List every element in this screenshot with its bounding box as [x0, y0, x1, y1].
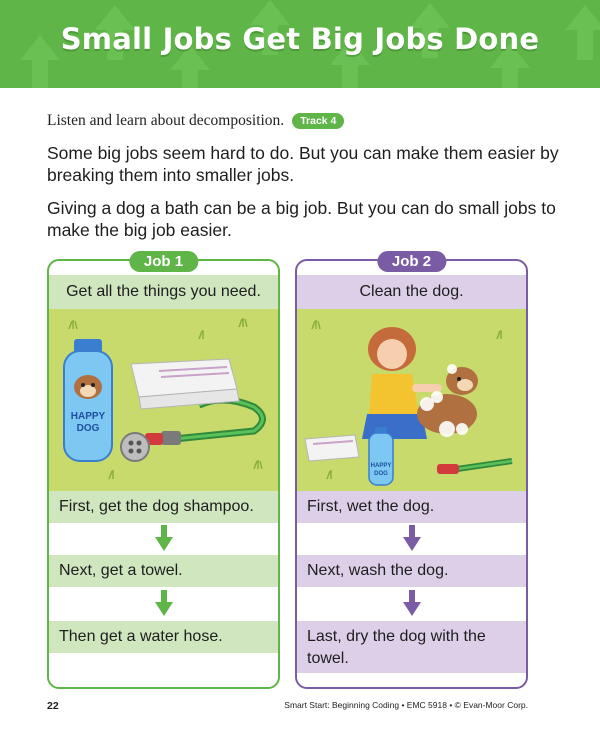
- bottle-label-line-1: HAPPY: [70, 411, 106, 422]
- job-2-heading: Clean the dog.: [297, 275, 526, 309]
- job-2-tab: Job 2: [377, 251, 446, 272]
- bottle-label-line-2: DOG: [374, 471, 388, 477]
- header-band: [0, 0, 600, 88]
- towel-icon: [305, 435, 359, 461]
- page-title: Small Jobs Get Big Jobs Done: [60, 22, 540, 56]
- dog-shampoo-bottle-icon: [369, 427, 393, 485]
- bottle-label-line-2: DOG: [76, 423, 100, 434]
- job-1-tab: Job 1: [129, 251, 198, 272]
- dog-shampoo-bottle-icon: [64, 339, 112, 461]
- job-2-box: [295, 253, 528, 689]
- down-arrow-icon: [155, 590, 173, 616]
- job-1-illustration: [49, 309, 278, 491]
- job-2-step-1: First, wet the dog.: [297, 491, 526, 523]
- footer-credit: Smart Start: Beginning Coding • EMC 5918 • © Evan-Moor Corp.: [284, 700, 528, 710]
- job-2-step-3: Last, dry the dog with the towel.: [297, 621, 526, 673]
- job-1-step-3: Then get a water hose.: [49, 621, 278, 653]
- job-1-step-1: First, get the dog shampoo.: [49, 491, 278, 523]
- page-number: 22: [47, 700, 59, 712]
- paragraph-1: Some big jobs seem hard to do. But you can make them easier by breaking them into smaller jobs.: [47, 143, 559, 185]
- paragraph-2: Giving a dog a bath can be a big job. But you can do small jobs to make the big job easier.: [47, 198, 556, 240]
- job-1-heading: Get all the things you need.: [49, 275, 278, 309]
- track-badge[interactable]: Track 4: [292, 113, 344, 129]
- down-arrow-icon: [403, 525, 421, 551]
- down-arrow-icon: [403, 590, 421, 616]
- job-2-illustration: [297, 309, 526, 491]
- towel-icon: [131, 359, 239, 409]
- job-1-step-2: Next, get a towel.: [49, 555, 278, 587]
- intro-line: [47, 112, 344, 130]
- job-2-step-2: Next, wash the dog.: [297, 555, 526, 587]
- job-1-box: [47, 253, 280, 689]
- down-arrow-icon: [155, 525, 173, 551]
- intro-text: Listen and learn about decomposition.: [47, 112, 285, 129]
- bottle-label-line-1: HAPPY: [370, 463, 392, 469]
